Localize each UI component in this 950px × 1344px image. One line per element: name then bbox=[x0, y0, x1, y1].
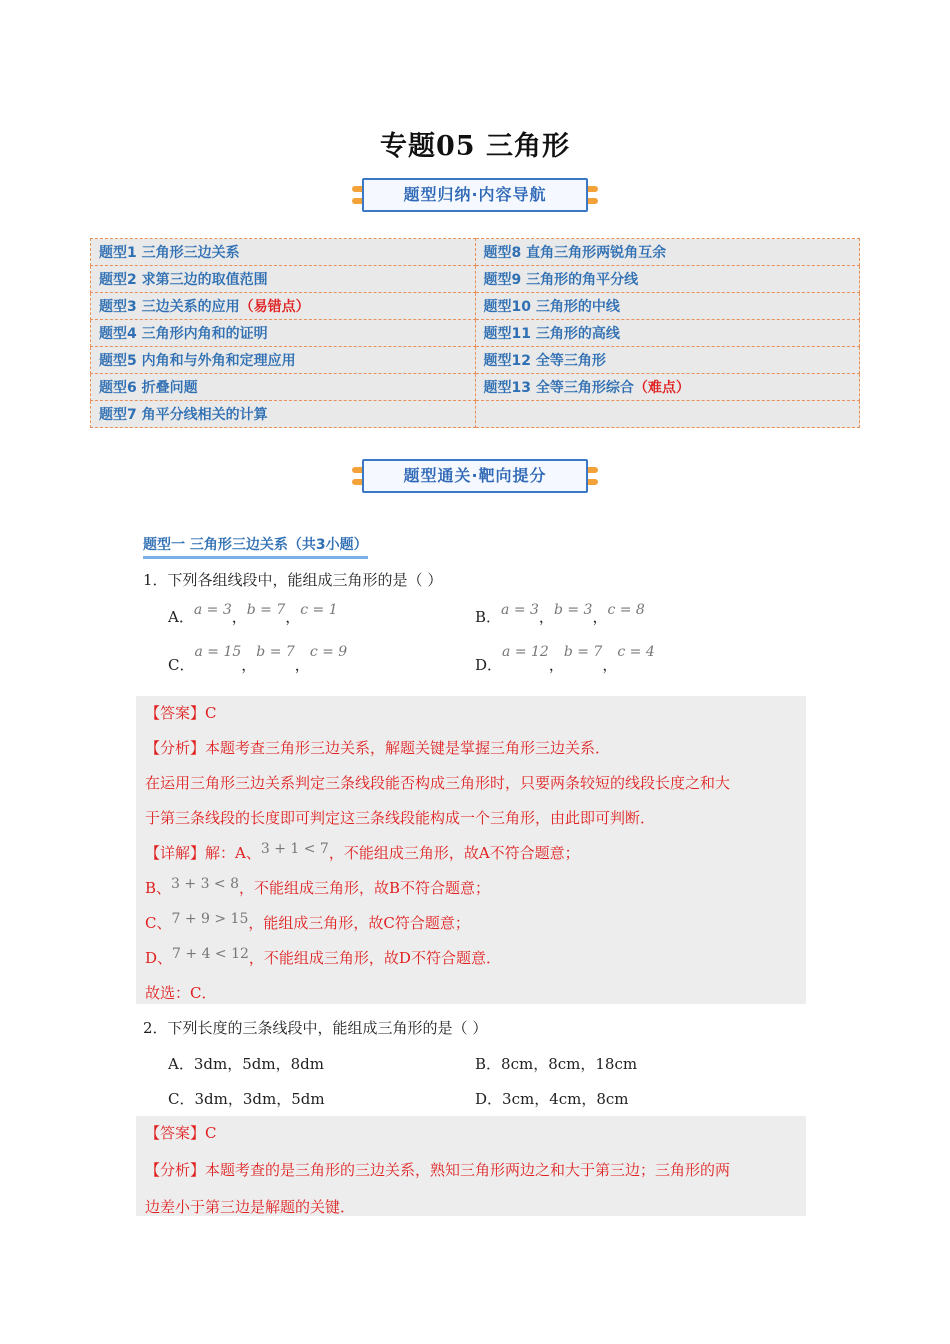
q1-solution-box bbox=[136, 696, 806, 1004]
toc-item[interactable]: 题型7 角平分线相关的计算 bbox=[91, 401, 476, 428]
toc-item[interactable]: 题型6 折叠问题 bbox=[91, 374, 476, 401]
section-banner-nav bbox=[352, 176, 598, 216]
toc-item[interactable]: 题型13 全等三角形综合（难点） bbox=[475, 374, 860, 401]
q1-option-d: D．a = 12，b = 7，c = 4 bbox=[475, 644, 655, 674]
q1-detail-c: C、7 + 9 > 15，能组成三角形，故C符合题意； bbox=[145, 911, 470, 932]
q1-option-b: B．a = 3，b = 3，c = 8 bbox=[475, 602, 645, 626]
toc-item[interactable]: 题型9 三角形的角平分线 bbox=[475, 266, 860, 293]
q1-option-c: C．a = 15，b = 7，c = 9 bbox=[168, 644, 348, 674]
page-title: 专题05 三角形 bbox=[380, 131, 570, 162]
q1-detail-d: D、7 + 4 < 12，不能组成三角形，故D不符合题意． bbox=[145, 946, 501, 967]
q2-option-d: D．3cm，4cm，8cm bbox=[475, 1090, 629, 1108]
q2-option-a: A．3dm，5dm，8dm bbox=[168, 1055, 324, 1073]
q2-solution-box bbox=[136, 1116, 806, 1216]
q1-detail-b: B、3 + 3 < 8，不能组成三角形，故B不符合题意； bbox=[145, 876, 491, 897]
q2-analysis: 【分析】本题考查的是三角形的三边关系，熟知三角形两边之和大于第三边；三角形的两 bbox=[145, 1161, 731, 1179]
banner-label: 题型归纳·内容导航 bbox=[362, 178, 588, 212]
toc-item[interactable]: 题型4 三角形内角和的证明 bbox=[91, 320, 476, 347]
toc-item[interactable]: 题型1 三角形三边关系 bbox=[91, 239, 476, 266]
toc-item[interactable]: 题型10 三角形的中线 bbox=[475, 293, 860, 320]
q1-detail-a: 【详解】解：A、3 + 1 < 7，不能组成三角形，故A不符合题意； bbox=[145, 841, 580, 862]
toc-item[interactable]: 题型2 求第三边的取值范围 bbox=[91, 266, 476, 293]
toc-item[interactable]: 题型12 全等三角形 bbox=[475, 347, 860, 374]
toc-table bbox=[90, 238, 860, 428]
toc-item[interactable]: 题型11 三角形的高线 bbox=[475, 320, 860, 347]
q2-option-b: B．8cm，8cm，18cm bbox=[475, 1055, 638, 1073]
question-2-stem: 2．下列长度的三条线段中，能组成三角形的是（ ） bbox=[143, 1019, 488, 1037]
q1-analysis-line2: 在运用三角形三边关系判定三条线段能否构成三角形时，只要两条较短的线段长度之和大 bbox=[145, 774, 731, 792]
question-1-stem: 1．下列各组线段中，能组成三角形的是（ ） bbox=[143, 571, 443, 589]
q2-option-c: C．3dm，3dm，5dm bbox=[168, 1090, 325, 1108]
toc-item[interactable]: 题型5 内角和与外角和定理应用 bbox=[91, 347, 476, 374]
q1-analysis-line3: 于第三条线段的长度即可判定这三条线段能构成一个三角形，由此即可判断． bbox=[145, 809, 656, 827]
q2-answer: 【答案】C bbox=[145, 1124, 217, 1142]
toc-item[interactable]: 题型3 三边关系的应用（易错点） bbox=[91, 293, 476, 320]
toc-item[interactable]: 题型8 直角三角形两锐角互余 bbox=[475, 239, 860, 266]
q2-analysis-line2: 边差小于第三边是解题的关键． bbox=[145, 1198, 356, 1216]
q1-conclusion: 故选：C． bbox=[145, 984, 217, 1002]
q1-answer: 【答案】C bbox=[145, 704, 217, 722]
banner-label: 题型通关·靶向提分 bbox=[362, 459, 588, 493]
q1-option-a: A．a = 3，b = 7，c = 1 bbox=[168, 602, 338, 626]
q1-analysis: 【分析】本题考查三角形三边关系，解题关键是掌握三角形三边关系． bbox=[145, 739, 611, 757]
section-heading: 题型一 三角形三边关系（共3小题） bbox=[143, 534, 368, 559]
toc-item-empty bbox=[475, 401, 860, 428]
section-banner-practice bbox=[352, 457, 598, 497]
